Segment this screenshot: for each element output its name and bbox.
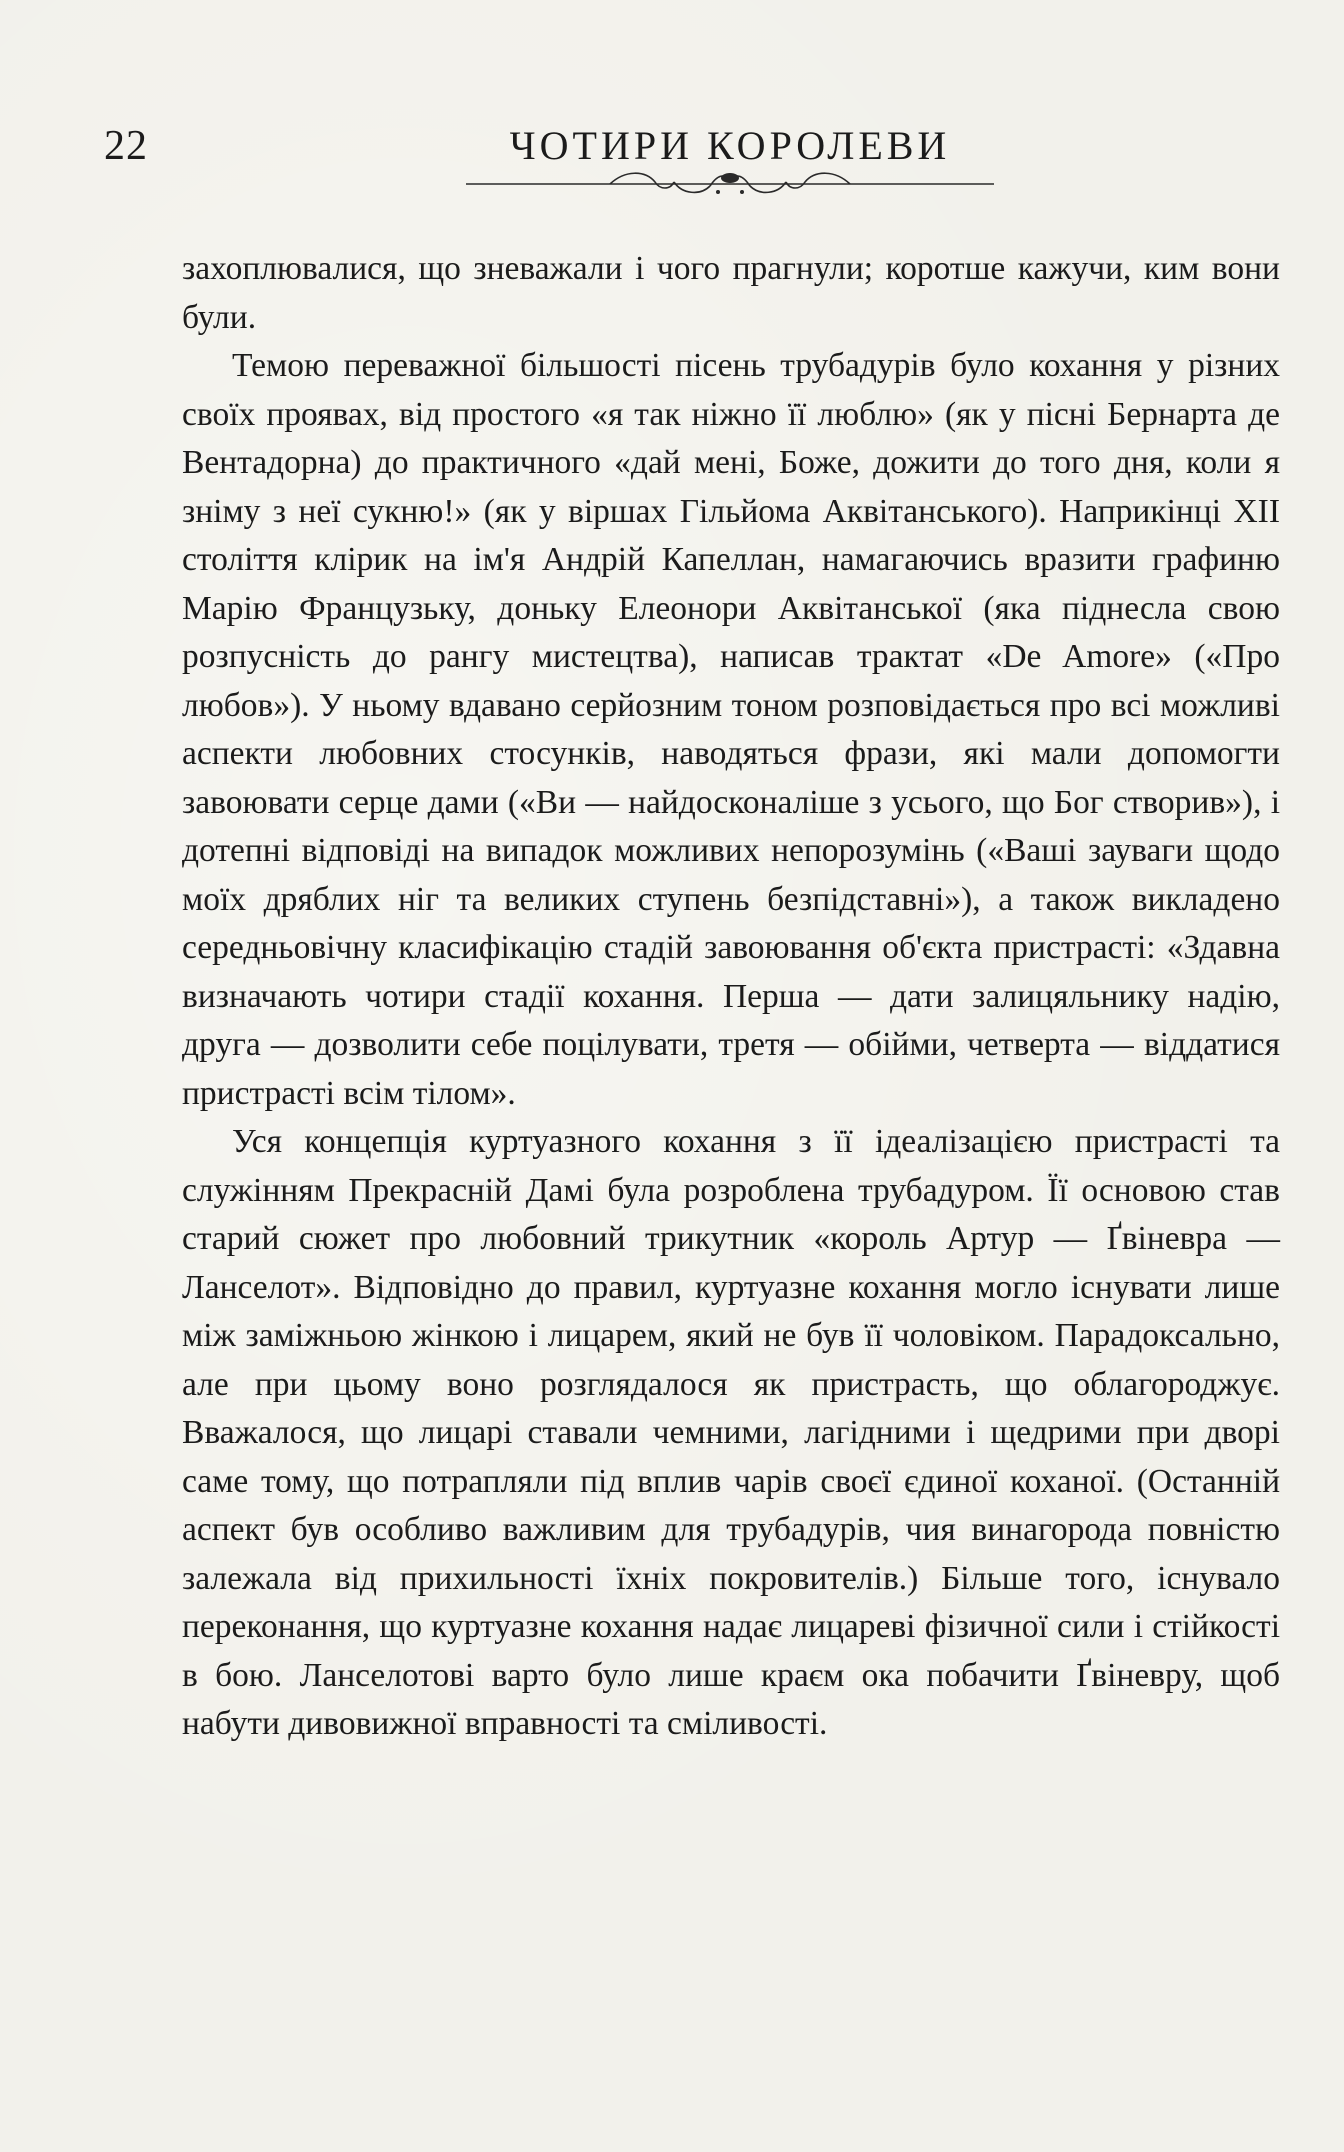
paragraph: Темою переважної більшості пісень трубадурів було кохання у різних своїх проявах, від простого «я так ніжно її люблю» (як у пісні Бернарта де Вентадорна) до практичного «дай мені, Боже, дожити до того дня, коли я зніму з неї сукню!» (як у віршах Гільйома Аквітанського). Наприкінці XII століття клірик на ім'я Андрій Капеллан, намагаючись вразити графиню Марію Французьку, доньку Елеонори Аквітанської (яка піднесла свою розпусність до рангу мистецтва), написав трактат «De Amore» («Про любов»). У ньому вдавано серйозним тоном розповідається про всі можливі аспекти любовних стосунків, наводяться фрази, які мали допомогти завоювати серце дами («Ви — найдосконаліше з усього, що Бог створив»), і дотепні відповіді на випадок можливих непорозумінь («Ваші зауваги щодо моїх дряблих ніг та великих ступень безпідставні»), а також викладено середньовічну класифікацію стадій завоювання об'єкта пристрасті: «Здавна визначають чотири стадії кохання. Перша — дати залицяльнику надію, друга — дозволити себе поцілувати, третя — обійми, четверта — віддатися пристрасті всім тілом».	[182, 347, 1280, 1112]
running-title: ЧОТИРИ КОРОЛЕВИ	[509, 123, 951, 168]
body-text	[182, 245, 1280, 1749]
ornament-divider-icon	[460, 166, 1000, 202]
page-number: 22	[104, 123, 148, 169]
paragraph: захоплювалися, що зневажали і чого прагнули; коротше кажучи, ким вони були.	[182, 250, 1280, 336]
paragraph: Уся концепція куртуазного кохання з її ідеалізацією пристрасті та служінням Прекрасній Дамі була розроблена трубадуром. Її основою став старий сюжет про любовний трикутник «король Артур — Ґвіневра — Ланселот». Відповідно до правил, куртуазне кохання могло існувати лише між заміжньою жінкою і лицарем, який не був її чоловіком. Парадоксально, але при цьому воно розглядалося як пристрасть, що облагороджує. Вважалося, що лицарі ставали чемними, лагідними і щедрими при дворі саме тому, що потрапляли під вплив чарів своєї єдиної коханої. (Останній аспект був особливо важливим для трубадурів, чия винагорода повністю залежала від прихильності їхніх покровителів.) Більше того, існувало переконання, що куртуазне кохання надає лицареві фізичної сили і стійкості в бою. Ланселотові варто було лише краєм ока побачити Ґвіневру, щоб набути дивовижної вправності та сміливості.	[182, 1123, 1280, 1742]
